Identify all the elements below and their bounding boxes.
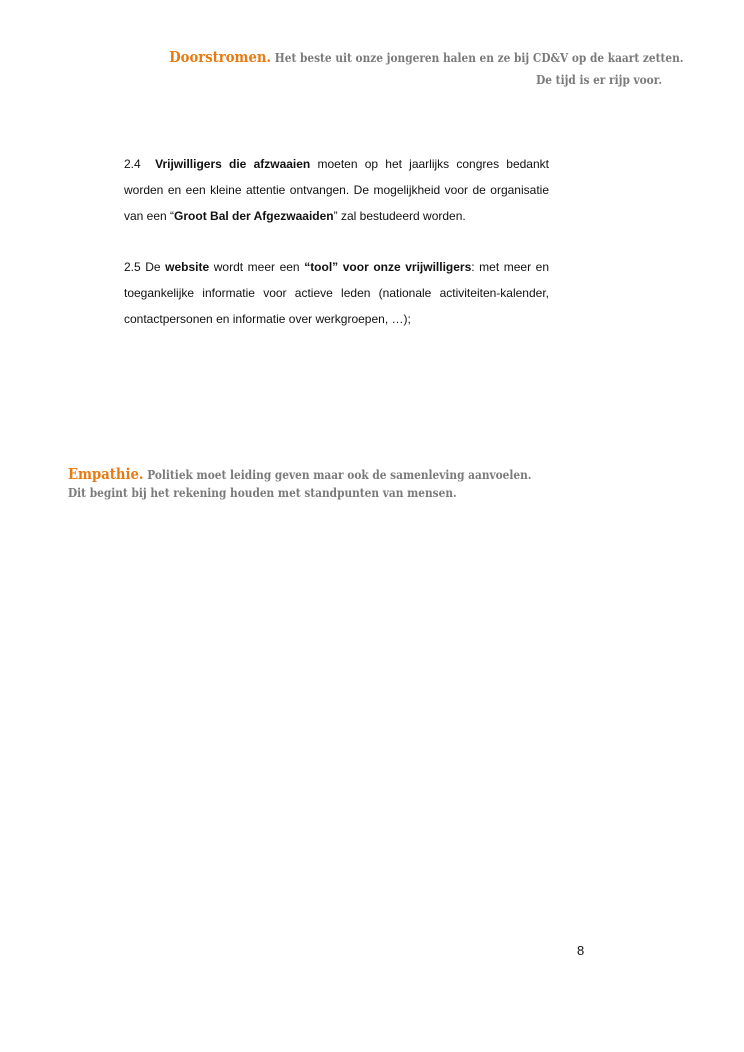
paragraph-text: ” zal bestudeerd worden. xyxy=(333,209,466,223)
bold-phrase: Groot Bal der Afgezwaaiden xyxy=(174,209,334,223)
page-header xyxy=(169,46,684,91)
paragraph-2-5 xyxy=(124,254,549,332)
empathie-section xyxy=(68,465,532,502)
paragraph-2-4 xyxy=(124,151,549,229)
paragraph-text: : met meer en toegankelijke informatie voor actieve leden (nationale activiteiten-kalender, contactpersonen en informatie over werkgroepen, …); xyxy=(124,260,550,326)
bold-phrase: Vrijwilligers die afzwaaien xyxy=(155,157,311,171)
header-line-2: De tijd is er rijp voor. xyxy=(536,73,662,87)
paragraph-text: wordt meer een xyxy=(209,260,305,274)
bold-phrase: website xyxy=(165,260,210,274)
page-number: 8 xyxy=(577,943,585,958)
header-line-1 xyxy=(169,46,684,69)
empathie-tagline: Politiek moet leiding geven maar ook de samenleving aanvoelen. xyxy=(147,468,532,482)
paragraph-text: De xyxy=(140,260,166,274)
empathie-line-2: Dit begint bij het rekening houden met standpunten van mensen. xyxy=(68,486,457,500)
paragraph-number: 2.4 xyxy=(124,157,141,171)
empathie-line-1 xyxy=(68,465,532,484)
paragraph-text: moeten op het jaarlijks congres bedankt worden en een kleine attentie ontvangen. De mogelijkheid voor de organisatie van een “ xyxy=(124,157,549,223)
header-tagline: Het beste uit onze jongeren halen en ze bij CD&V op de kaart zetten. xyxy=(274,51,684,65)
header-accent-word: Doorstromen. xyxy=(169,48,272,66)
paragraph-number: 2.5 xyxy=(124,260,141,274)
empathie-accent-word: Empathie. xyxy=(68,465,144,483)
bold-phrase: “tool” voor onze vrijwilligers xyxy=(304,260,472,274)
